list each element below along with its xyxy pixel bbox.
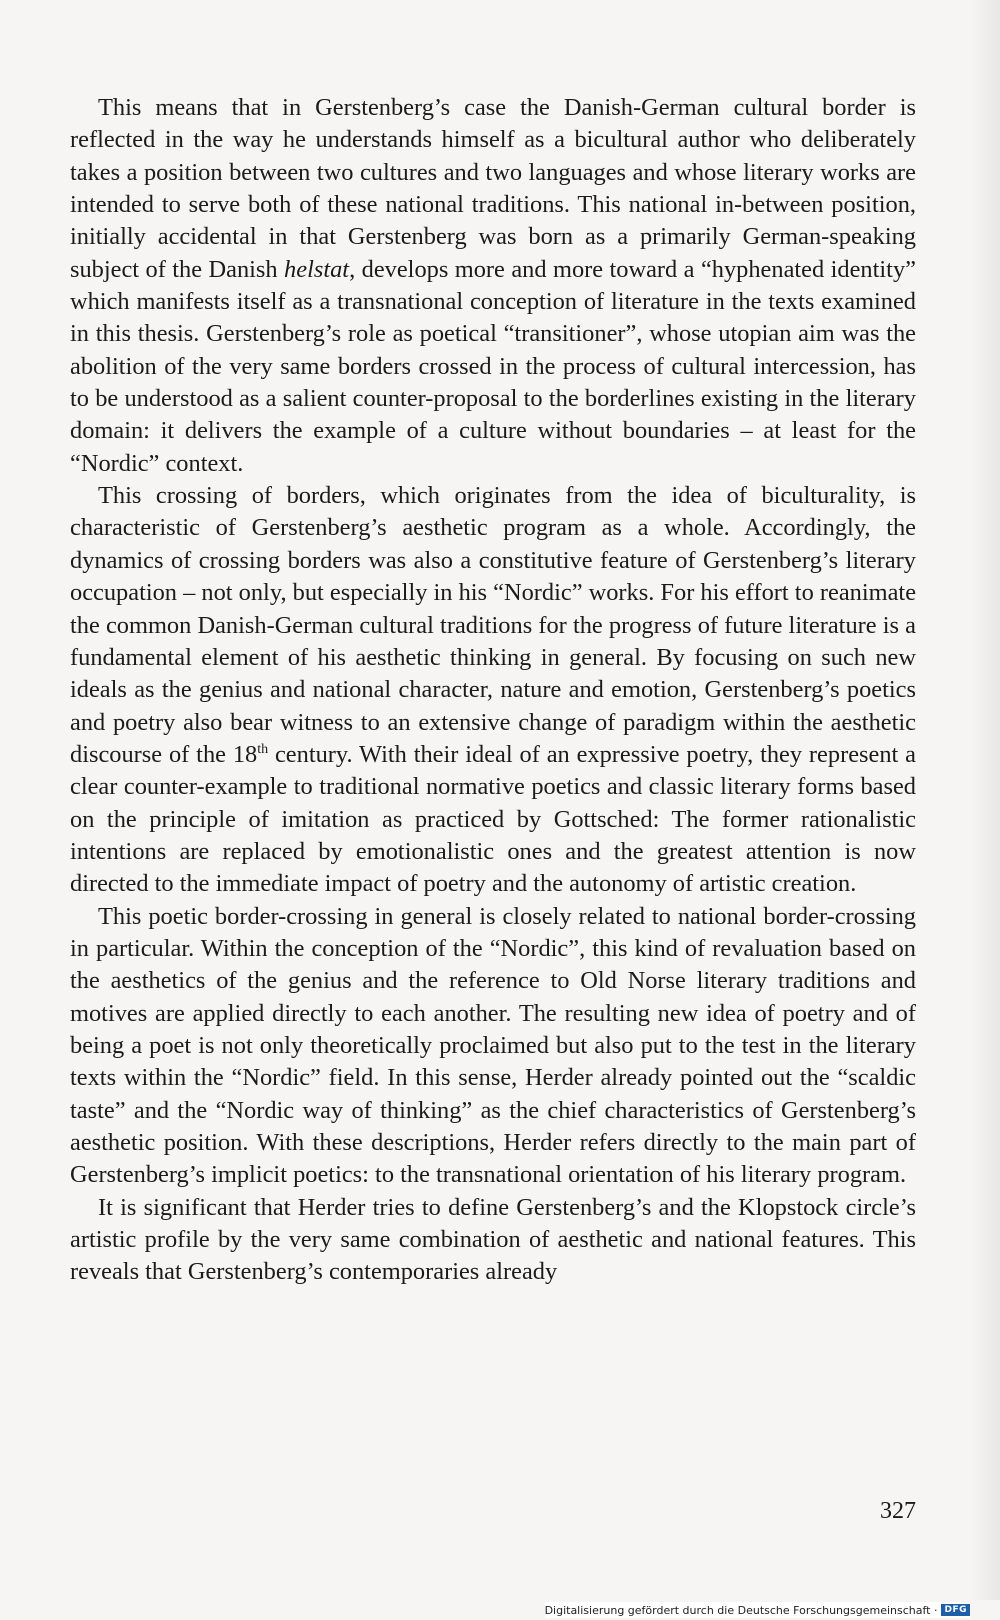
paragraph-3 [70,901,916,1192]
page-number: 327 [880,1498,916,1524]
italic-term-helstat: helstat [284,255,350,283]
body-text [70,92,916,1289]
credit-text: Digitalisierung gefördert durch die Deutsche Forschungsgemeinschaft · [544,1603,938,1617]
dfg-logo: DFG [941,1604,970,1616]
digitization-credit [545,1602,970,1618]
paragraph-2-text-a: This crossing of borders, which originates from the idea of biculturality, is characteristic of Gerstenberg’s aesthetic program as a whole. Accordingly, the dynamics of crossing borders was also a constitutive feature of Gerstenberg’s literary occupation – not only, but especially in his “Nordic” works. For his effort to reanimate the common Danish-German cultural traditions for the progress of future literature is a fundamental element of his aesthetic thinking in general. By focusing on such new ideals as the genius and national character, nature and emotion, Gerstenberg’s poetics and poetry also bear witness to an extensive change of paradigm within the aesthetic discourse of the 18 [70,482,917,768]
paragraph-2-text-b: century. With their ideal of an expressive poetry, they represent a clear counter-example to traditional normative poetics and classic literary forms based on the principle of imitation as practiced by Gottsched: The former rationalistic intentions are replaced by emotionalistic ones and the greatest attention is now directed to the immediate impact of poetry and the autonomy of artistic creation. [70,740,916,898]
paragraph-3-text: This poetic border-crossing in general is closely related to national border-crossing in particular. Within the conception of the “Nordic”, this kind of revaluation based on the aesthetics of the genius and the reference to Old Norse literary traditions and motives are applied directly to each another. The resulting new idea of poetry and of being a poet is not only theoretically proclaimed but also put to the test in the literary texts within the “Nordic” field. In this sense, Herder already pointed out the “scaldic taste” and the “Nordic way of thinking” as the chief characteristics of Gerstenberg’s aesthetic position. With these descriptions, Herder refers directly to the main part of Gerstenberg’s implicit poetics: to the transnational orientation of his literary program. [70,902,916,1189]
paragraph-4-text: It is significant that Herder tries to define Gerstenberg’s and the Klopstock circle’s artistic profile by the very same combination of aesthetic and national features. This reveals that Gerstenberg’s contemporaries already [70,1193,916,1286]
paragraph-4 [70,1192,916,1289]
paragraph-1-text-b: , develops more and more toward a “hyphenated identity” which manifests itself as a transnational conception of literature in the texts examined in this thesis. Gerstenberg’s role as poetical “transitioner”, whose utopian aim was the abolition of the very same borders crossed in the process of cultural intercession, has to be understood as a salient counter-proposal to the borderlines existing in the literary domain: it delivers the example of a culture without boundaries – at least for the “Nordic” context. [70,255,916,477]
ordinal-superscript: th [257,741,269,757]
paragraph-2 [70,480,916,900]
paragraph-1 [70,92,916,480]
paragraph-1-text-a: This means that in Gerstenberg’s case the Danish-German cultural border is reflected in the way he understands himself as a bicultural author who deliberately takes a position between two cultures and two languages and whose literary works are intended to serve both of these national traditions. This national in-between position, initially accidental in that Gerstenberg was born as a primarily German-speaking subject of the Danish [70,94,916,283]
